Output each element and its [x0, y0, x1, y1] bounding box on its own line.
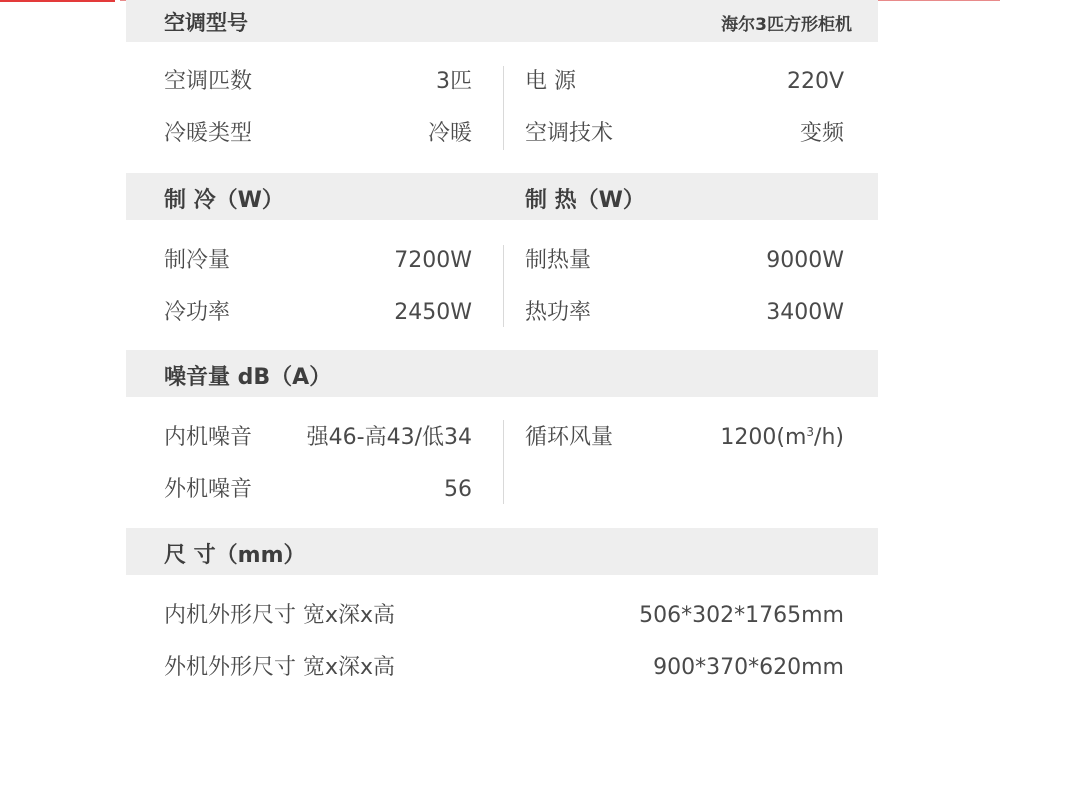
cooling-heading: 制 冷（W）	[164, 188, 284, 213]
top-accent-line	[0, 0, 115, 2]
tech-value: 变频	[799, 121, 844, 146]
outdoor-noise-value: 56	[444, 477, 472, 502]
noise-header-band	[126, 350, 878, 397]
airflow-value	[720, 418, 844, 458]
cool-capacity-value: 7200W	[394, 248, 472, 273]
cool-power-value: 2450W	[394, 300, 472, 325]
tech-label: 空调技术	[525, 121, 614, 146]
spec-row	[126, 418, 878, 458]
heat-power-value: 3400W	[766, 300, 844, 325]
outdoor-noise-label: 外机噪音	[164, 477, 253, 502]
model-value: 海尔3匹方形柜机	[721, 15, 852, 35]
heat-power-label: 热功率	[525, 300, 592, 325]
spec-row	[126, 596, 878, 636]
spec-row	[126, 470, 878, 510]
airflow-label: 循环风量	[525, 425, 614, 450]
horsepower-value: 3匹	[436, 69, 472, 94]
indoor-noise-label: 内机噪音	[164, 425, 253, 450]
power-label: 电 源	[525, 69, 576, 94]
noise-heading: 噪音量 dB（A）	[164, 365, 332, 390]
spec-row	[126, 293, 878, 333]
indoor-size-label: 内机外形尺寸 宽x深x高	[164, 603, 396, 628]
outdoor-size-label: 外机外形尺寸 宽x深x高	[164, 655, 396, 680]
column-divider	[503, 245, 504, 327]
airflow-value-prefix: 1200(m	[720, 425, 807, 450]
indoor-size-value: 506*302*1765mm	[639, 603, 844, 628]
heat-capacity-label: 制热量	[525, 248, 592, 273]
spec-row	[126, 241, 878, 281]
horsepower-label: 空调匹数	[164, 69, 253, 94]
spec-row	[126, 648, 878, 688]
performance-header-band	[126, 173, 878, 220]
heating-heading: 制 热（W）	[525, 188, 645, 213]
size-heading: 尺 寸（mm）	[164, 543, 306, 568]
airflow-value-suffix: /h)	[814, 425, 844, 450]
mode-value: 冷暖	[427, 121, 472, 146]
spec-row	[126, 62, 878, 102]
model-label: 空调型号	[164, 11, 248, 35]
size-header-band	[126, 528, 878, 575]
model-header-band	[126, 0, 878, 42]
airflow-value-sup: 3	[806, 425, 815, 439]
cool-capacity-label: 制冷量	[164, 248, 231, 273]
heat-capacity-value: 9000W	[766, 248, 844, 273]
mode-label: 冷暖类型	[164, 121, 253, 146]
column-divider	[503, 420, 504, 504]
power-value: 220V	[786, 69, 844, 94]
outdoor-size-value: 900*370*620mm	[653, 655, 844, 680]
column-divider	[503, 66, 504, 150]
spec-row	[126, 114, 878, 154]
cool-power-label: 冷功率	[164, 300, 231, 325]
indoor-noise-value: 强46-高43/低34	[306, 425, 472, 450]
